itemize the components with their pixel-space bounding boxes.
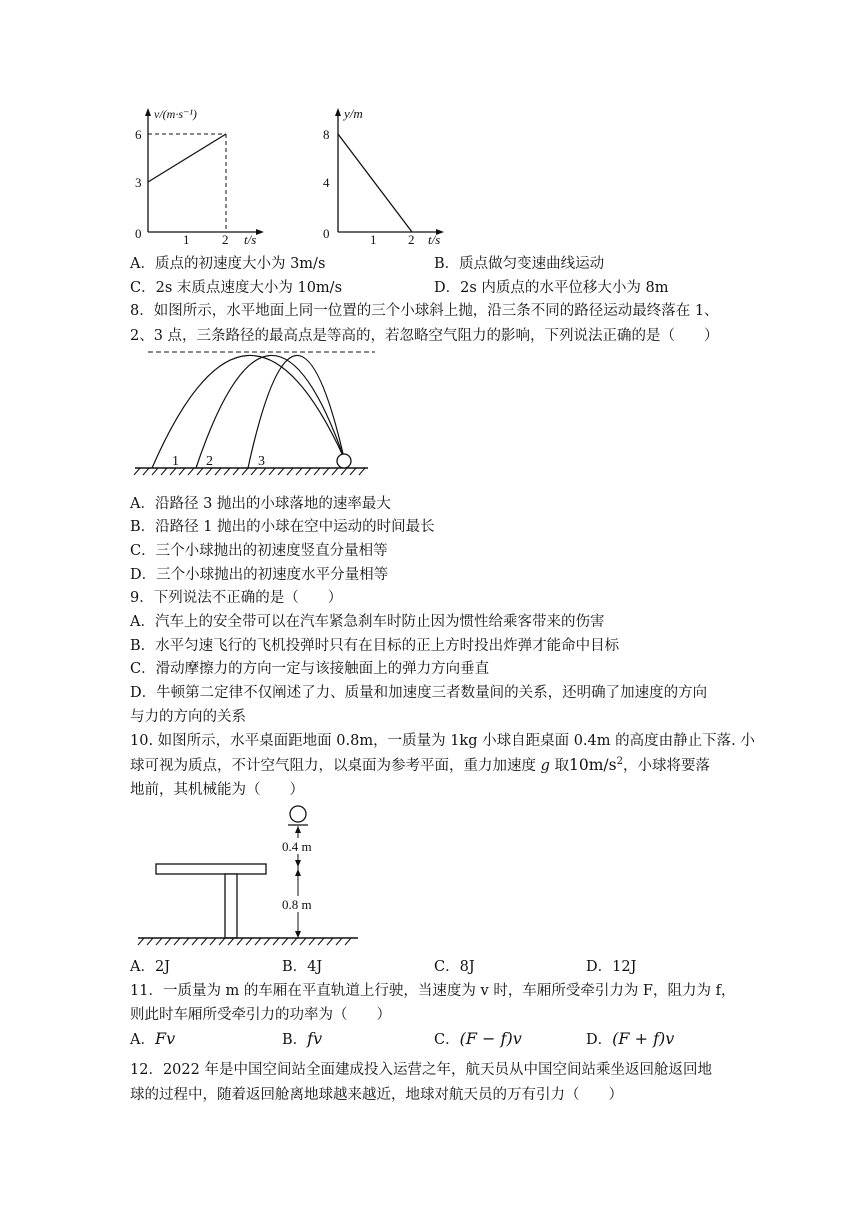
q7-option-d[interactable]: D．2s 内质点的水平位移大小为 8m xyxy=(434,280,669,296)
q8-stem-line1: 8．如图所示，水平地面上同一位置的三个小球斜上抛，沿三条不同的路径运动最终落在 1、 xyxy=(130,303,719,319)
q11-option-b-label: B． xyxy=(282,1032,308,1048)
q11-option-c-expr: (F − f)v xyxy=(459,1029,522,1048)
q11-option-d[interactable] xyxy=(586,1028,674,1049)
displacement-time-graph xyxy=(310,106,460,246)
q12-stem-line1: 12．2022 年是中国空间站全面建成投入运营之年，航天员从中国空间站乘坐返回舱返回地 xyxy=(130,1062,712,1078)
velocity-time-graph xyxy=(120,106,280,246)
q10-option-a[interactable]: A．2J xyxy=(130,959,171,975)
ball xyxy=(337,454,351,468)
path-2 xyxy=(196,355,344,468)
origin-label: 0 xyxy=(323,226,330,241)
q8-option-a[interactable]: A．沿路径 3 抛出的小球落地的速率最大 xyxy=(130,496,391,512)
q10-stem-line2-c: ，小球将要落 xyxy=(623,758,710,774)
q10-stem-line2-b: 取 xyxy=(549,758,570,774)
origin-label: 0 xyxy=(135,226,142,241)
q11-option-a-expr: Fv xyxy=(154,1029,176,1048)
path-1 xyxy=(152,355,344,468)
g-symbol: g xyxy=(540,758,550,774)
height-label-0.8m: 0.8 m xyxy=(282,897,312,912)
g-value: 10m/s xyxy=(569,756,617,774)
x-tick-1: 1 xyxy=(370,232,377,246)
point-label-2: 2 xyxy=(206,454,213,469)
q11-option-a-label: A． xyxy=(130,1032,155,1048)
q12-stem-line2: 球的过程中，随着返回舱离地球越来越近，地球对航天员的万有引力（ ） xyxy=(130,1087,623,1103)
height-label-0.4m: 0.4 m xyxy=(282,839,312,854)
x-tick-1: 1 xyxy=(183,232,190,246)
table-ball-figure xyxy=(130,800,370,950)
q9-stem: 9．下列说法不正确的是（ ） xyxy=(130,590,343,606)
table-leg xyxy=(225,874,237,938)
x-tick-2: 2 xyxy=(408,232,415,246)
q11-option-d-expr: (F + f)v xyxy=(612,1029,675,1048)
y-tick-4: 4 xyxy=(323,175,330,190)
point-label-1: 1 xyxy=(172,454,179,469)
table-top xyxy=(156,864,266,874)
q9-option-d-cont: 与力的方向的关系 xyxy=(130,709,246,725)
g-exponent: 2 xyxy=(616,756,623,768)
y-axis-label: y/m xyxy=(344,106,363,121)
q9-option-c[interactable]: C．滑动摩擦力的方向一定与该接触面上的弹力方向垂直 xyxy=(130,661,490,677)
y-tick-3: 3 xyxy=(135,175,142,190)
q8-option-b[interactable]: B．沿路径 1 抛出的小球在空中运动的时间最长 xyxy=(130,519,435,535)
q9-option-b[interactable]: B．水平匀速飞行的飞机投弹时只有在目标的正上方时投出炸弹才能命中目标 xyxy=(130,638,620,654)
q9-option-a[interactable]: A．汽车上的安全带可以在汽车紧急刹车时防止因为惯性给乘客带来的伤害 xyxy=(130,614,605,630)
q10-stem-line3: 地前，其机械能为（ ） xyxy=(130,782,304,798)
q11-option-b[interactable] xyxy=(282,1028,322,1049)
q11-stem-line1: 11．一质量为 m 的车厢在平直轨道上行驶，当速度为 v 时，车厢所受牵引力为 F，阻力为 f， xyxy=(130,983,736,999)
q10-option-d[interactable]: D．12J xyxy=(586,959,637,975)
y-tick-6: 6 xyxy=(135,127,142,142)
projectile-paths-figure xyxy=(130,346,390,481)
q11-option-b-expr: fv xyxy=(307,1029,323,1048)
q7-option-b[interactable]: B．质点做匀变速曲线运动 xyxy=(434,256,605,272)
q10-stem-line1: 10. 如图所示，水平桌面距地面 0.8m，一质量为 1kg 小球自距桌面 0.4m 的高度由静止下落. 小 xyxy=(130,733,755,749)
x-axis-label: t/s xyxy=(428,232,441,246)
q8-option-d[interactable]: D．三个小球抛出的初速度水平分量相等 xyxy=(130,567,389,583)
y-axis-label: v/(m·s⁻¹) xyxy=(154,107,197,121)
displacement-line xyxy=(338,134,412,232)
q11-option-c-label: C． xyxy=(434,1032,460,1048)
x-axis-label: t/s xyxy=(244,232,257,246)
q10-option-c[interactable]: C．8J xyxy=(434,959,475,975)
q11-stem-line2: 则此时车厢所受牵引力的功率为（ ） xyxy=(130,1007,391,1023)
q8-stem-line2: 2、3 点，三条路径的最高点是等高的，若忽略空气阻力的影响，下列说法正确的是（ ） xyxy=(130,328,719,344)
path-3 xyxy=(248,355,344,468)
q7-option-c[interactable]: C．2s 末质点速度大小为 10m/s xyxy=(130,280,343,296)
q8-option-c[interactable]: C．三个小球抛出的初速度竖直分量相等 xyxy=(130,543,388,559)
q7-option-a[interactable]: A．质点的初速度大小为 3m/s xyxy=(130,256,326,272)
x-tick-2: 2 xyxy=(222,232,229,246)
q10-option-b[interactable]: B．4J xyxy=(282,959,323,975)
ball xyxy=(290,806,306,822)
point-label-3: 3 xyxy=(258,454,265,469)
q9-option-d[interactable]: D．牛顿第二定律不仅阐述了力、质量和加速度三者数量间的关系，还明确了加速度的方向 xyxy=(130,685,708,701)
q11-option-c[interactable] xyxy=(434,1028,522,1049)
y-tick-8: 8 xyxy=(323,127,330,142)
q10-stem-line2-a: 球可视为质点，不计空气阻力，以桌面为参考平面，重力加速度 xyxy=(130,758,541,774)
q11-option-a[interactable] xyxy=(130,1028,175,1049)
velocity-line xyxy=(148,134,226,182)
q10-stem-line2 xyxy=(130,754,710,775)
q11-option-d-label: D． xyxy=(586,1032,613,1048)
